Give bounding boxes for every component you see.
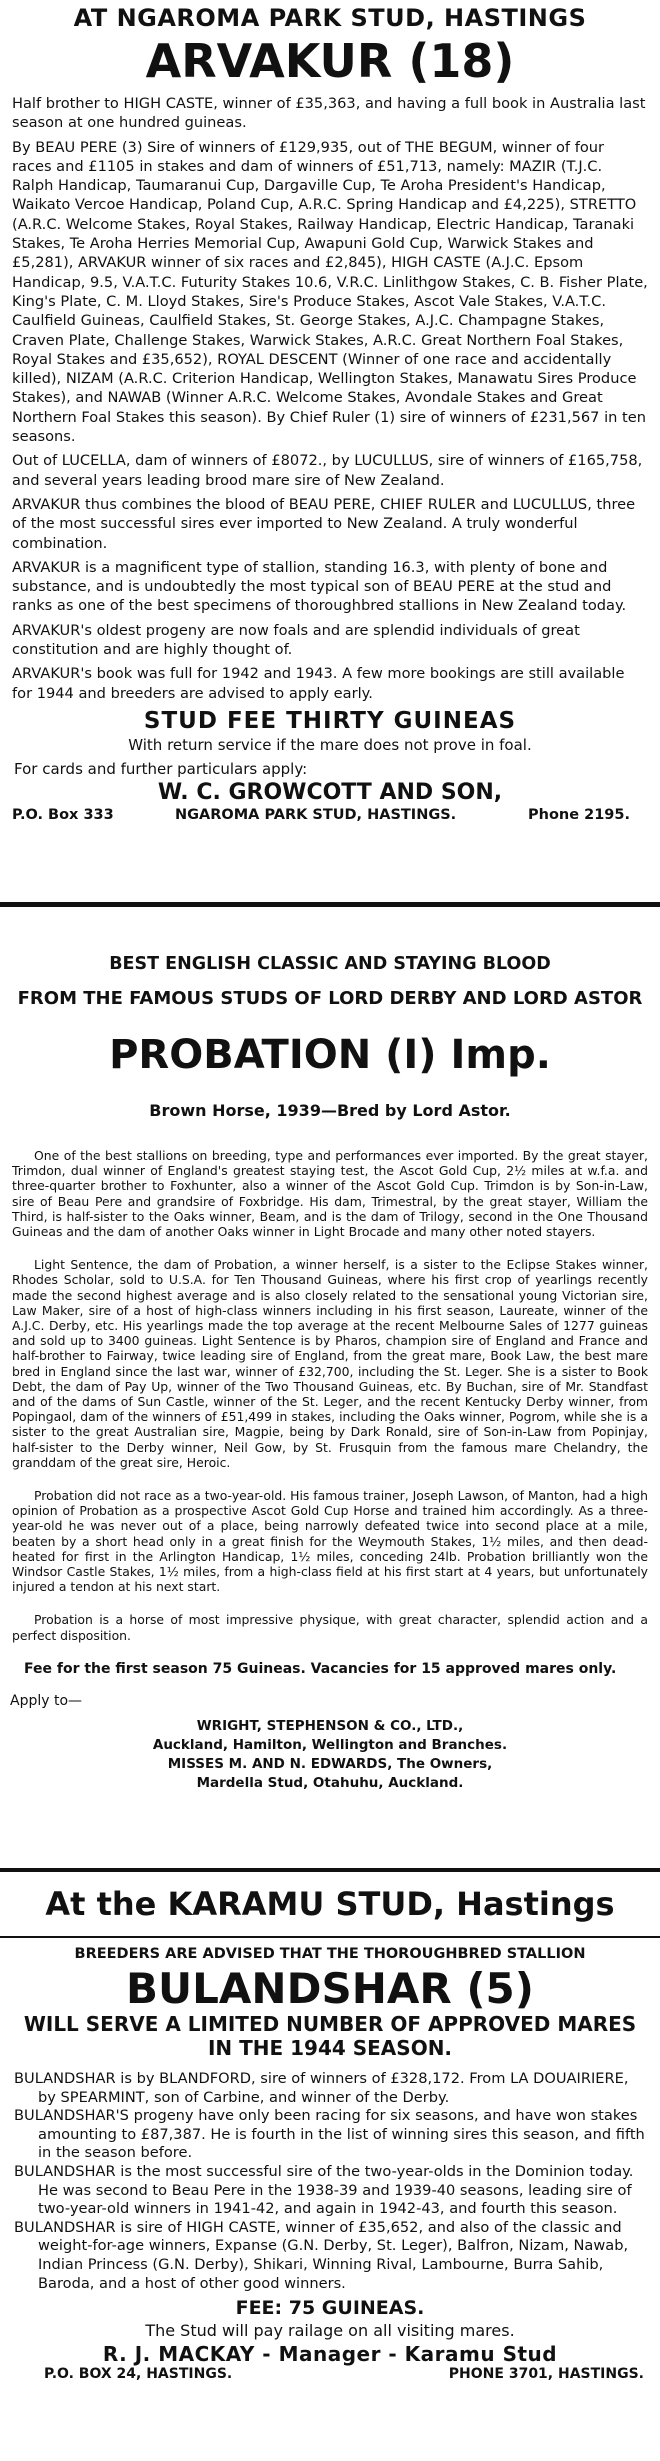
stud-heading: AT NGAROMA PARK STUD, HASTINGS bbox=[73, 4, 587, 32]
contact-line bbox=[0, 805, 660, 829]
probation-advertisement bbox=[0, 912, 660, 1860]
horse-name: ARVAKUR (18) bbox=[145, 34, 515, 88]
stud-heading: At the KARAMU STUD, Hastings bbox=[45, 1885, 615, 1923]
apply-to: Apply to— bbox=[10, 1692, 83, 1709]
paragraph: By BEAU PERE (3) Sire of winners of £129,935, out of THE BEGUM, winner of four races and £1105 in stakes and dam of winners of £51,713, namely: MAZIR (T.J.C. Ralph Handicap, Taumaranui Cup, Dargaville Cup, Te Aroha President's Handicap, Waikato Vercoe Handicap, Poland Cup, A.R.C. Spring Handicap and £4,225), STRETTO (A.R.C. Welcome Stakes, Royal Stakes, Railway Handicap, Electric Handicap, Taranaki Stakes, Te Aroha Herries Memorial Cup, Awapuni Gold Cup, Warwick Stakes and £5,281), ARVAKUR winner of six races and £2,845), HIGH CASTE (A.J.C. Epsom Handicap, 9.5, V.A.T.C. Futurity Stakes 10.6, V.R.C. Linlithgow Stakes, C. B. Fisher Plate, King's Plate, C. M. Lloyd Stakes, Sire's Produce Stakes, Ascot Vale Stakes, V.A.T.C. Caulfield Guineas, Caulfield Stakes, St. George Stakes, A.J.C. Champagne Stakes, Craven Plate, Challenge Stakes, Warwick Stakes, A.R.C. Great Northern Foal Stakes, Royal Stakes and £35,652), ROYAL DESCENT (Winner of one race and accidentally killed), NIZAM (A.R.C. Criterion Handicap, Wellington Stakes, Manawatu Sires Produce Stakes), and NAWAB (Winner A.R.C. Welcome Stakes, Avondale Stakes and Great Northern Foal Stakes this season). By Chief Ruler (1) sire of winners of £231,567 in ten seasons. bbox=[12, 138, 648, 446]
agent-line: Mardella Stud, Otahuhu, Auckland. bbox=[196, 1774, 464, 1791]
paragraph: BULANDSHAR is by BLANDFORD, sire of winners of £328,172. From LA DOUAIRIERE, by SPEARMINT, son of Carbine, and winner of the Derby. bbox=[14, 2070, 629, 2106]
divider bbox=[0, 1936, 660, 1938]
agent-line: MISSES M. AND N. EDWARDS, The Owners, bbox=[167, 1755, 493, 1772]
paragraph: One of the best stallions on breeding, type and performances ever imported. By the great stayer, Trimdon, dual winner of England's greatest staying test, the Ascot Gold Cup, 2½ miles at w.f.a. and three-quarter brother to Foxhunter, also a winner of the Ascot Gold Cup. Trimdon is by Son-in-Law, sire of Beau Pere and grandsire of Foxbridge. His dam, Trimestral, by the great stayer, William the Third, is half-sister to the Oaks winner, Beam, and is the dam of Trilogy, second in the One Thousand Guineas and the dam of another Oaks winner in Light Brocade and many other noted stayers. bbox=[12, 1148, 648, 1240]
agent-line: Auckland, Hamilton, Wellington and Branches. bbox=[152, 1736, 508, 1753]
fee-note: With return service if the mare does not prove in foal. bbox=[128, 735, 532, 754]
paragraph: Half brother to HIGH CASTE, winner of £35,363, and having a full book in Australia last season at one hundred guineas. bbox=[12, 95, 646, 132]
stud-fee: STUD FEE THIRTY GUINEAS bbox=[143, 707, 517, 734]
serve-line: IN THE 1944 SEASON. bbox=[207, 2036, 453, 2060]
horse-name: BULANDSHAR (5) bbox=[126, 1964, 534, 2013]
paragraph: BULANDSHAR'S progeny have only been racing for six seasons, and have won stakes amounting to £87,387. He is fourth in the list of winning sires this season, and fifth in the season before. bbox=[14, 2107, 645, 2162]
paragraph: ARVAKUR's oldest progeny are now foals and are splendid individuals of great constitution and are highly thought of. bbox=[12, 621, 580, 659]
paragraph: ARVAKUR is a magnificent type of stallion, standing 16.3, with plenty of bone and substance, and is undoubtedly the most typical son of BEAU PERE at the stud and ranks as one of the best specimens of thoroughbred stallions in New Zealand today. bbox=[12, 558, 627, 615]
contact-line bbox=[0, 2366, 660, 2388]
stud-fee: FEE: 75 GUINEAS. bbox=[235, 2297, 425, 2320]
divider bbox=[0, 902, 660, 907]
phone: Phone 2195. bbox=[528, 806, 630, 823]
paragraph: Out of LUCELLA, dam of winners of £8072., by LUCULLUS, sire of winners of £165,758, and several years leading brood mare sire of New Zealand. bbox=[12, 452, 643, 489]
paragraph: BULANDSHAR is the most successful sire of the two-year-olds in the Dominion today. He was second to Beau Pere in the 1938-39 and 1939-40 seasons, leading sire of two-year-old winners in 1941-42, and again in 1942-43, and fourth this season. bbox=[14, 2162, 634, 2218]
agent-line: WRIGHT, STEPHENSON & CO., LTD., bbox=[196, 1717, 464, 1734]
ad-body bbox=[0, 1120, 660, 1643]
serve-line: WILL SERVE A LIMITED NUMBER OF APPROVED MARES bbox=[23, 2012, 637, 2036]
paragraph: BULANDSHAR is sire of HIGH CASTE, winner of £35,652, and also of the classic and weight-for-age winners, Expanse (G.N. Derby, St. Leger), Balfron, Nizam, Nawab, Indian Princess (G.N. Derby), Shikari, Winning Rival, Lambourne, Burra Sahib, Baroda, and a host of other good winners. bbox=[14, 2218, 629, 2292]
paragraph: Probation did not race as a two-year-old. His famous trainer, Joseph Lawson, of Manton, had a high opinion of Probation as a prospective Ascot Gold Cup Horse and trained him accordingly. As a three-year-old he was never out of a place, being narrowly defeated twice into second place at a mile, beaten by a short head only in a great finish for the Weymouth Stakes, 1½ miles, and then dead-heated for first in the Arlington Handicap, 1½ miles, conceding 24lb. Probation brilliantly won the Windsor Castle Stakes, 1½ miles, from a high-class field at his first start at 4 years, but unfortunately injured a tendon at his next start. bbox=[12, 1488, 648, 1595]
headline: FROM THE FAMOUS STUDS OF LORD DERBY AND LORD ASTOR bbox=[17, 988, 643, 1009]
manager-line: R. J. MACKAY - Manager - Karamu Stud bbox=[102, 2342, 558, 2367]
contact-intro: For cards and further particulars apply: bbox=[14, 759, 308, 778]
paragraph: Light Sentence, the dam of Probation, a winner herself, is a sister to the Eclipse Stakes winner, Rhodes Scholar, sold to U.S.A. for Ten Thousand Guineas, where his first crop of yearlings recently made the second highest average and is also closely related to the sensational young Victorian sire, Law Maker, sire of a host of high-class winners including in his first season, Laureate, winner of the A.J.C. Derby, etc. His yearlings made the top average at the recent Melbourne Sales of 1277 guineas and sold up to 3400 guineas. Light Sentence is by Pharos, champion sire of England and France and half-brother to Fairway, twice leading sire of England, from the great mare, Book Law, the best mare bred in England since the last war, winner of £32,700, including the St. Leger. She is a sister to Book Debt, the dam of Pay Up, winner of the Two Thousand Guineas, etc. By Buchan, sire of Mr. Standfast and of the dams of Sun Castle, winner of the St. Leger, and the recent Kentucky Derby winner, from Popingaol, dam of the winners of £51,499 in stakes, including the Oaks winner, Pogrom, while she is a sister to the great Australian sire, Magpie, being by Dark Ronald, sire of Son-in-Law from Popinjay, half-sister to the Derby winner, Neil Gow, by St. Frusquin from the famous mare Chelandry, the granddam of the great sire, Heroic. bbox=[12, 1257, 648, 1470]
horse-subtitle: Brown Horse, 1939—Bred by Lord Astor. bbox=[149, 1101, 511, 1120]
headline: BEST ENGLISH CLASSIC AND STAYING BLOOD bbox=[109, 954, 551, 974]
railage-note: The Stud will pay railage on all visiting mares. bbox=[145, 2321, 515, 2341]
po-box: P.O. BOX 24, HASTINGS. bbox=[44, 2366, 233, 2383]
paragraph: ARVAKUR's book was full for 1942 and 1943. A few more bookings are still available for 1944 and breeders are advised to apply early. bbox=[12, 665, 625, 702]
notice-line: BREEDERS ARE ADVISED THAT THE THOROUGHBRED STALLION bbox=[74, 1946, 586, 1962]
paragraph: ARVAKUR thus combines the blood of BEAU PERE, CHIEF RULER and LUCULLUS, three of the most successful sires ever imported to New Zealand. A truly wonderful combination. bbox=[12, 495, 636, 552]
ad-body bbox=[0, 2060, 660, 2293]
horse-name: PROBATION (I) Imp. bbox=[109, 1032, 551, 1078]
arvakur-advertisement bbox=[0, 0, 660, 902]
ad-body bbox=[0, 88, 660, 703]
paragraph: Probation is a horse of most impressive physique, with great character, splendid action and a perfect disposition. bbox=[12, 1612, 648, 1643]
bulandshar-advertisement bbox=[0, 1868, 660, 2461]
po-box: P.O. Box 333 bbox=[12, 806, 114, 823]
address: NGAROMA PARK STUD, HASTINGS. bbox=[175, 806, 457, 823]
stud-fee: Fee for the first season 75 Guineas. Vacancies for 15 approved mares only. bbox=[24, 1660, 617, 1677]
phone: PHONE 3701, HASTINGS. bbox=[448, 2366, 644, 2383]
agent-name: W. C. GROWCOTT AND SON, bbox=[157, 779, 503, 805]
